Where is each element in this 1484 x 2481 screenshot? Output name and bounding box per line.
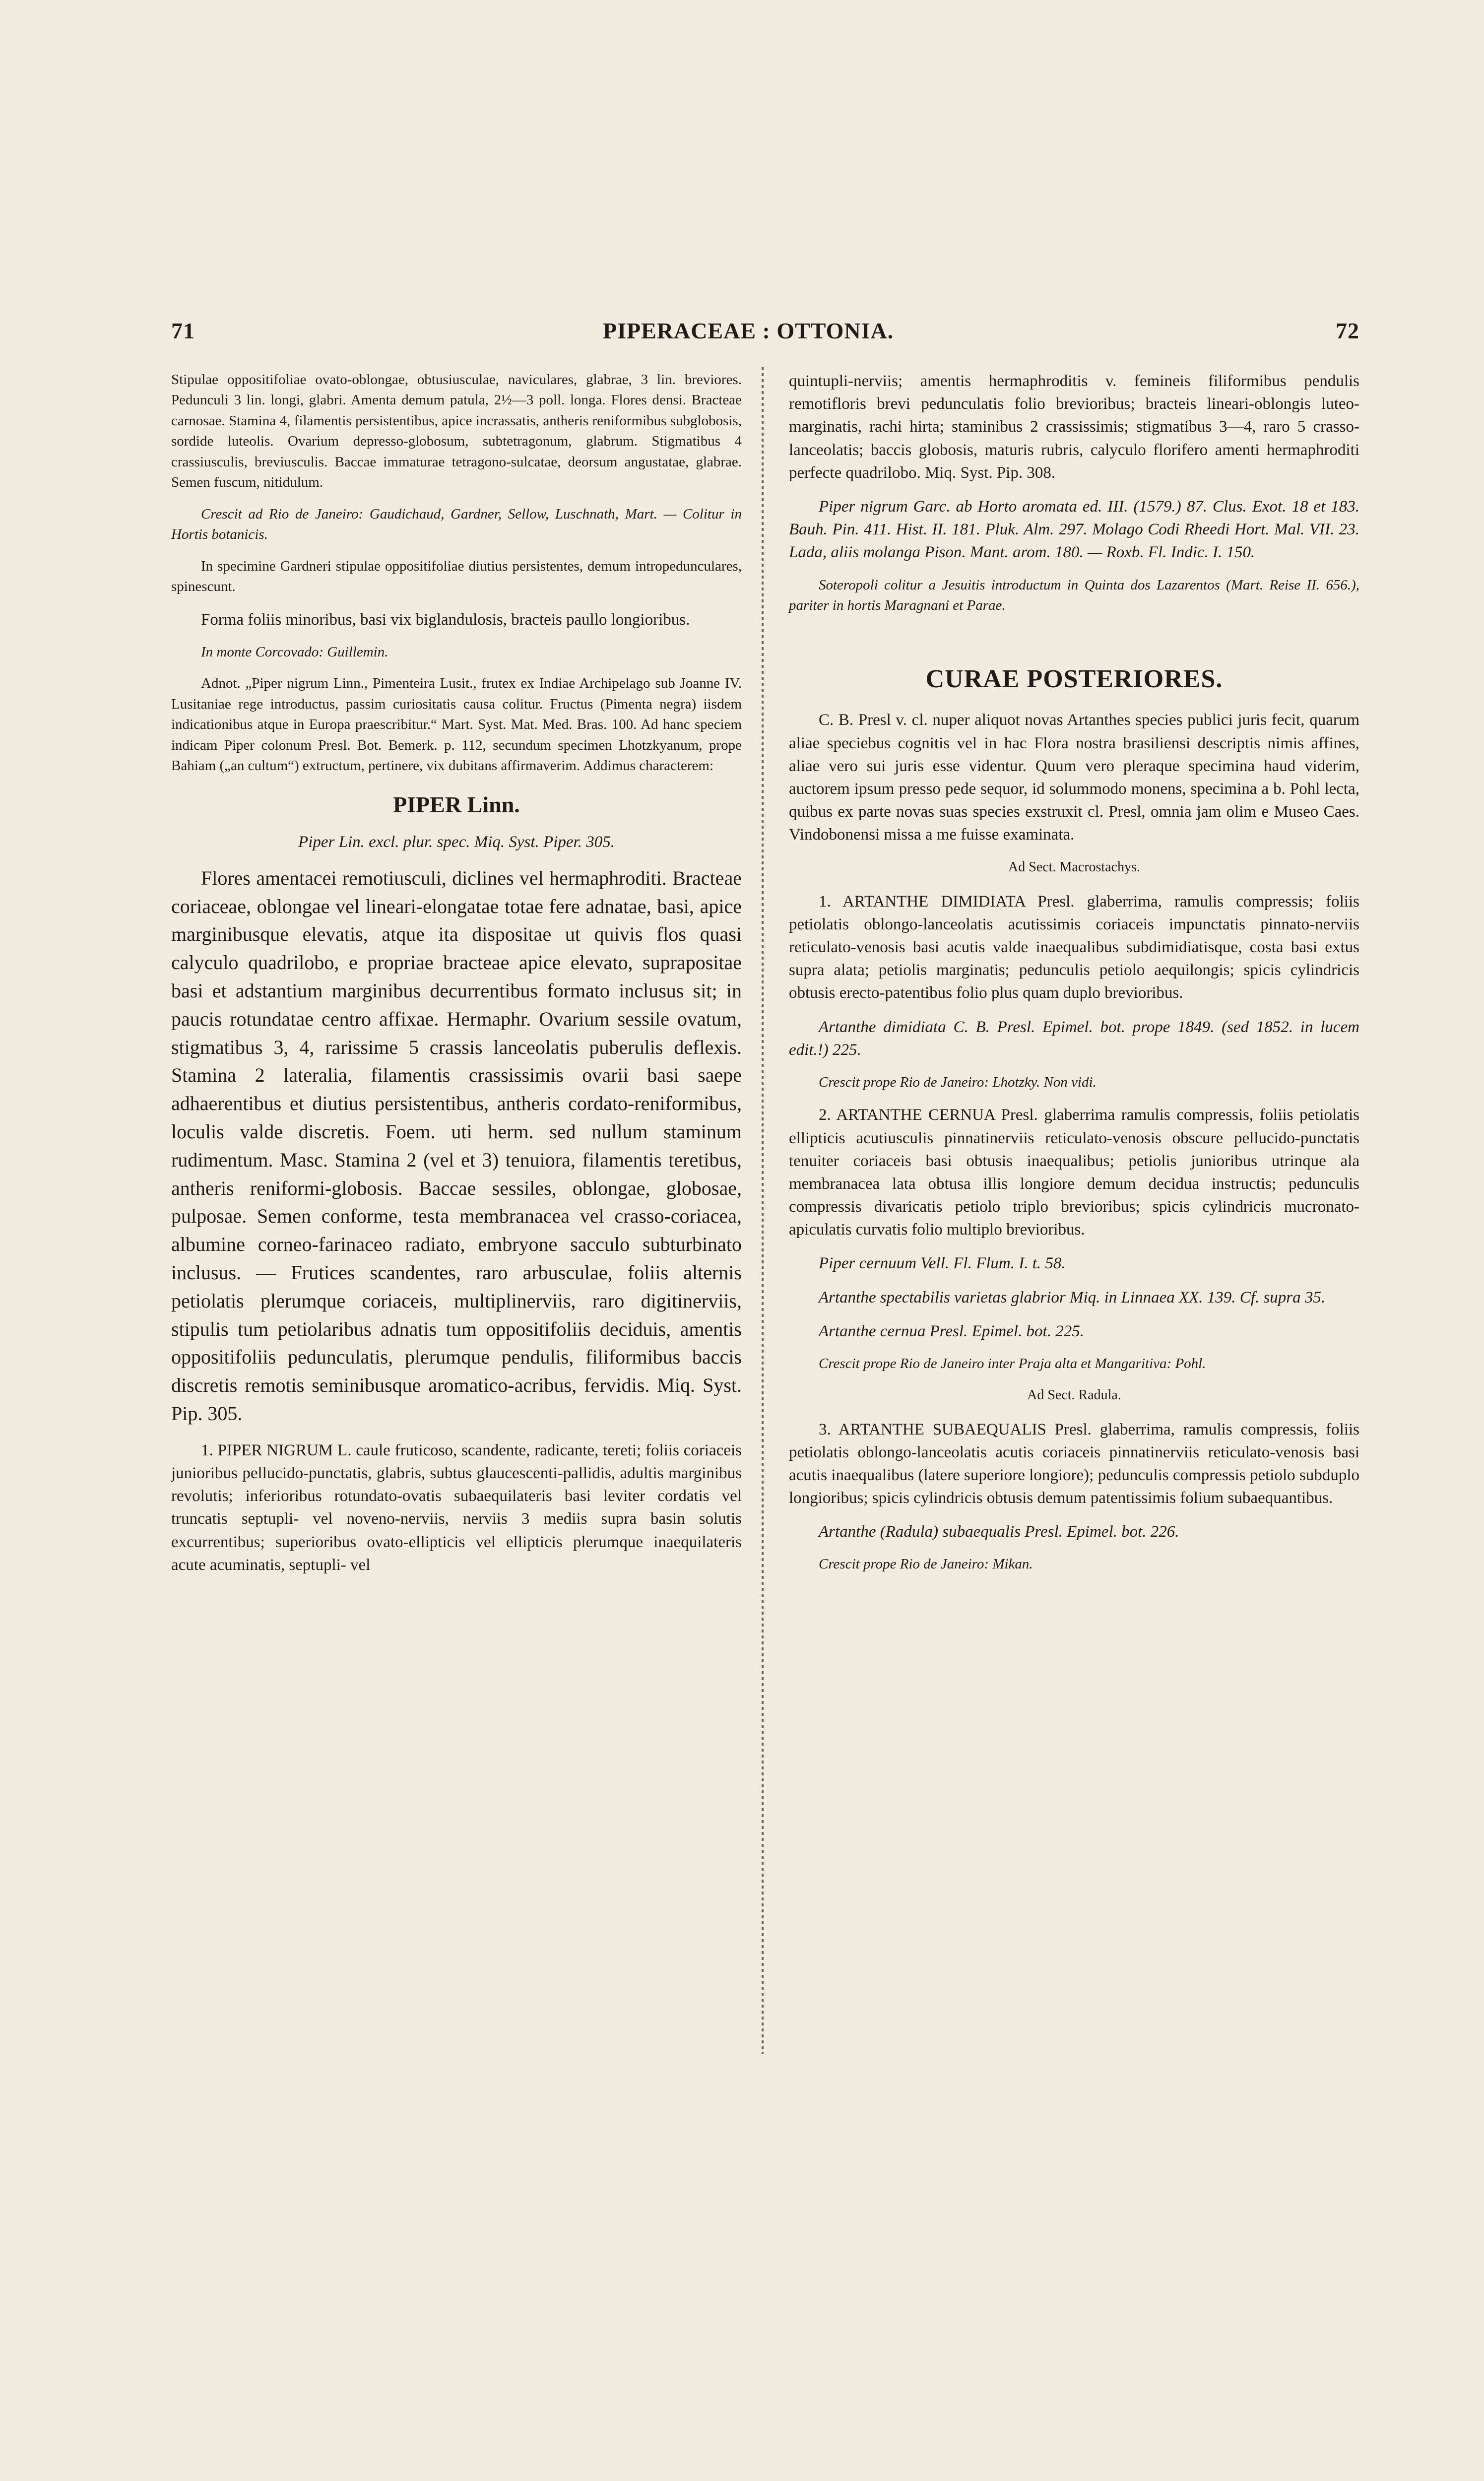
artanthe-cernua-synonym-3: Artanthe cernua Presl. Epimel. bot. 225. [819, 1322, 1084, 1340]
artanthe-subaequalis-locality: Crescit prope Rio de Janeiro: Mikan. [819, 1556, 1033, 1572]
artanthe-subaequalis: 3. ARTANTHE SUBAEQUALIS Presl. glaberrima, ramulis compressis, foliis petiolatis oblongo-lanceolatis acutis coriaceis pinnatinerviis reticulato-venosis basi acutis inaequalibus (latere superiore longiore); pedunculis compressis petiolo subduplo longioribus; spicis cylindricis obtusis demum patentissimis folium subaequantibus. [789, 1420, 1359, 1507]
column-divider [762, 367, 764, 2054]
genus-heading: PIPER Linn. [393, 791, 520, 817]
spacer [789, 627, 1359, 647]
gardner-note: In specimine Gardneri stipulae oppositifoliae diutius persistentes, demum intropedunculares, spinescunt. [171, 558, 742, 595]
adnotatio-paragraph: Adnot. „Piper nigrum Linn., Pimenteira Lusit., frutex ex Indiae Archipelago sub Joanne IV. Lusitaniae rege introductus, passim curiositatis causa colitur. Fructus (Pimenta negra) iisdem indicationibus atque in Europa praescribitur.“ Mart. Syst. Mat. Med. Bras. 100. Ad hanc speciem indicam Piper colonum Presl. Bot. Bemerk. p. 112, secundum specimen Lhotzkyanum, prope Bahiam („an cultum“) extructum, pertinere, vix dubitans affirmaverim. Addimus characterem: [171, 675, 742, 774]
artanthe-dimidiata-locality: Crescit prope Rio de Janeiro: Lhotzky. Non vidi. [819, 1074, 1097, 1090]
page-number-right: 72 [1336, 318, 1359, 343]
locality-note: Crescit ad Rio de Janeiro: Gaudichaud, Gardner, Sellow, Luschnath, Mart. — Colitur in Hortis botanicis. [171, 506, 742, 543]
artanthe-cernua-synonym-2: Artanthe spectabilis varietas glabrior Miq. in Linnaea XX. 139. Cf. supra 35. [819, 1288, 1326, 1306]
piper-nigrum-locality: Soteropoli colitur a Jesuitis introductum in Quinta dos Lazarentos (Mart. Reise II. 656.), pariter in hortis Maragnani et Parae. [789, 577, 1359, 613]
artanthe-cernua: 2. ARTANTHE CERNUA Presl. glaberrima ramulis compressis, foliis petiolatis ellipticis acutiusculis pinnatinerviis reticulato-venosis obscure pellucido-punctatis tenuiter coriaceis basi obtusis inaequalibus; petiolis junioribus utrinque ala membranacea lata obtusa illis longiore demum decidua instructis; pedunculis compressis divaricatis petiolo triplo brevioribus; spicis cylindricis mucronato-apiculatis curvatis folio multiplo brevioribus. [789, 1106, 1359, 1239]
page-number-left: 71 [171, 318, 195, 343]
genus-citation: Piper Lin. excl. plur. spec. Miq. Syst. Piper. 305. [298, 833, 615, 851]
running-title: PIPERACEAE : OTTONIA. [603, 318, 894, 343]
right-column [789, 370, 1359, 1586]
piper-nigrum-continued: quintupli-nerviis; amentis hermaphroditis v. femineis filiformibus pendulis remotifloris brevi pedunculatis folio brevioribus; bracteis lineari-oblongis luteo-marginatis, rachi hirta; staminibus 2 crassissimis; stigmatibus 3—4, raro 5 crasso-lanceolatis; baccis globosis, maturis rubris, calyculo florifero amenti hermaphroditi perfecte quadrilobo. Miq. Syst. Pip. 308. [789, 372, 1359, 482]
corcovado-note: In monte Corcovado: Guillemin. [201, 644, 388, 660]
artanthe-subaequalis-citation: Artanthe (Radula) subaequalis Presl. Epimel. bot. 226. [819, 1523, 1179, 1541]
forma-paragraph: Forma foliis minoribus, basi vix biglandulosis, bracteis paullo longioribus. [201, 610, 690, 629]
artanthe-cernua-synonym-1: Piper cernuum Vell. Fl. Flum. I. t. 58. [819, 1254, 1066, 1273]
genus-description: Flores amentacei remotiusculi, diclines vel hermaphroditi. Bracteae coriaceae, oblongae vel lineari-elongatae totae fere adnatae, basi, apice marginibusque elevatis, atque ita dispositae ut quivis flos quasi calyculo quadrilobo, e propriae bracteae apice elevato, suprapositae basi et adstantium marginibus decurrentibus formato inclusus sit; in paucis rotundatae centro affixae. Hermaphr. Ovarium sessile ovatum, stigmatibus 3, 4, rarissime 5 crassis lanceolatis puberulis deflexis. Stamina 2 lateralia, filamentis crassissimis ovarii basi saepe adhaerentibus et diutius persistentibus, antheris cordato-reniformibus, loculis valde discretis. Foem. uti herm. sed nullum staminum rudimentum. Masc. Stamina 2 (vel et 3) tenuiora, filamentis teretibus, antheris reniformi-globosis. Baccae sessiles, oblongae, globosae, pulposae. Semen conforme, testa membranacea vel crasso-coriacea, albumine corneo-farinaceo radiato, embryone sacculo subturbinato inclusus. — Frutices scandentes, raro arbusculae, foliis alternis petiolatis plerumque coriaceis, multiplinerviis, raro digitinerviis, stipulis tum petiolaribus adnatis tum oppositifoliis deciduis, amentis oppositifoliis pedunculatis, plerumque pendulis, filiformibus baccis discretis remotis seminibusque aromatico-acribus, fervidis. Miq. Syst. Pip. 305. [171, 866, 742, 1425]
section-heading: CURAE POSTERIORES. [925, 665, 1223, 694]
artanthe-dimidiata: 1. ARTANTHE DIMIDIATA Presl. glaberrima, ramulis compressis; foliis petiolatis oblongo-lanceolatis acutissimis coriaceis impunctatis pinnato-nerviis reticulato-venosis basi acutis valde inaequalibus subdimidiatisque, costa basi extus supra alata; petiolis marginatis; pedunculis petiolo aequilongis; spicis cylindricis obtusis erecto-patentibus folio plus quam duplo brevioribus. [789, 892, 1359, 1002]
left-column [171, 370, 742, 1587]
subsection-macrostachys: Ad Sect. Macrostachys. [1008, 859, 1140, 875]
subsection-radula: Ad Sect. Radula. [1027, 1387, 1121, 1403]
artanthe-dimidiata-citation: Artanthe dimidiata C. B. Presl. Epimel. bot. prope 1849. (sed 1852. in lucem edit.!) 225. [789, 1018, 1359, 1059]
artanthe-cernua-locality: Crescit prope Rio de Janeiro inter Praja alta et Mangaritiva: Pohl. [819, 1356, 1206, 1372]
stipulae-paragraph: Stipulae oppositifoliae ovato-oblongae, obtusiusculae, naviculares, glabrae, 3 lin. breviores. Pedunculi 3 lin. longi, glabri. Amenta demum patula, 2½—3 poll. longa. Flores densi. Bracteae carnosae. Stamina 4, filamentis persistentibus, apice incrassatis, antheris reniformibus subglobosis, sordide luteolis. Ovarium depresso-globosum, subtetragonum, glabrum. Stigmatibus 4 crassiusculis, breviusculis. Baccae immaturae tetragono-sulcatae, deorsum angustatae, glabrae. Semen fuscum, nitidulum. [171, 372, 742, 491]
curae-intro: C. B. Presl v. cl. nuper aliquot novas Artanthes species publici juris fecit, quarum aliae speciebus cognitis vel in hac Flora nostra brasiliensi descriptis nimis affines, aliae vero sui juris esse videntur. Quum vero pleraque specimina haud viderim, auctorem ipsum presso pede sequor, id solummodo monens, specimina a b. Pohl lecta, quibus ex parte novas suas species exstruxit cl. Presl, omnia jam olim e Museo Caes. Vindobonensi missa a me fuisse examinata. [789, 711, 1359, 844]
species-description-piper-nigrum: 1. PIPER NIGRUM L. caule fruticoso, scandente, radicante, tereti; foliis coriaceis junioribus pellucido-punctatis, glabris, subtus glaucescenti-pallidis, adultis marginibus revolutis; inferioribus rotundato-ovatis subaequilateris basi leviter cordatis vel truncatis septupli- vel noveno-nerviis, nerviis 3 mediis supra basin solutis excurrentibus; superioribus ovato-ellipticis vel ellipticis plerumque inaequilateris acute acuminatis, septupli- vel [171, 1441, 742, 1574]
piper-nigrum-synonyms: Piper nigrum Garc. ab Horto aromata ed. III. (1579.) 87. Clus. Exot. 18 et 183. Bauh. Pin. 411. Hist. II. 181. Pluk. Alm. 297. Molago Codi Rheedi Hort. Mal. VII. 23. Lada, aliis molanga Pison. Mant. arom. 180. — Roxb. Fl. Indic. I. 150. [789, 497, 1359, 562]
